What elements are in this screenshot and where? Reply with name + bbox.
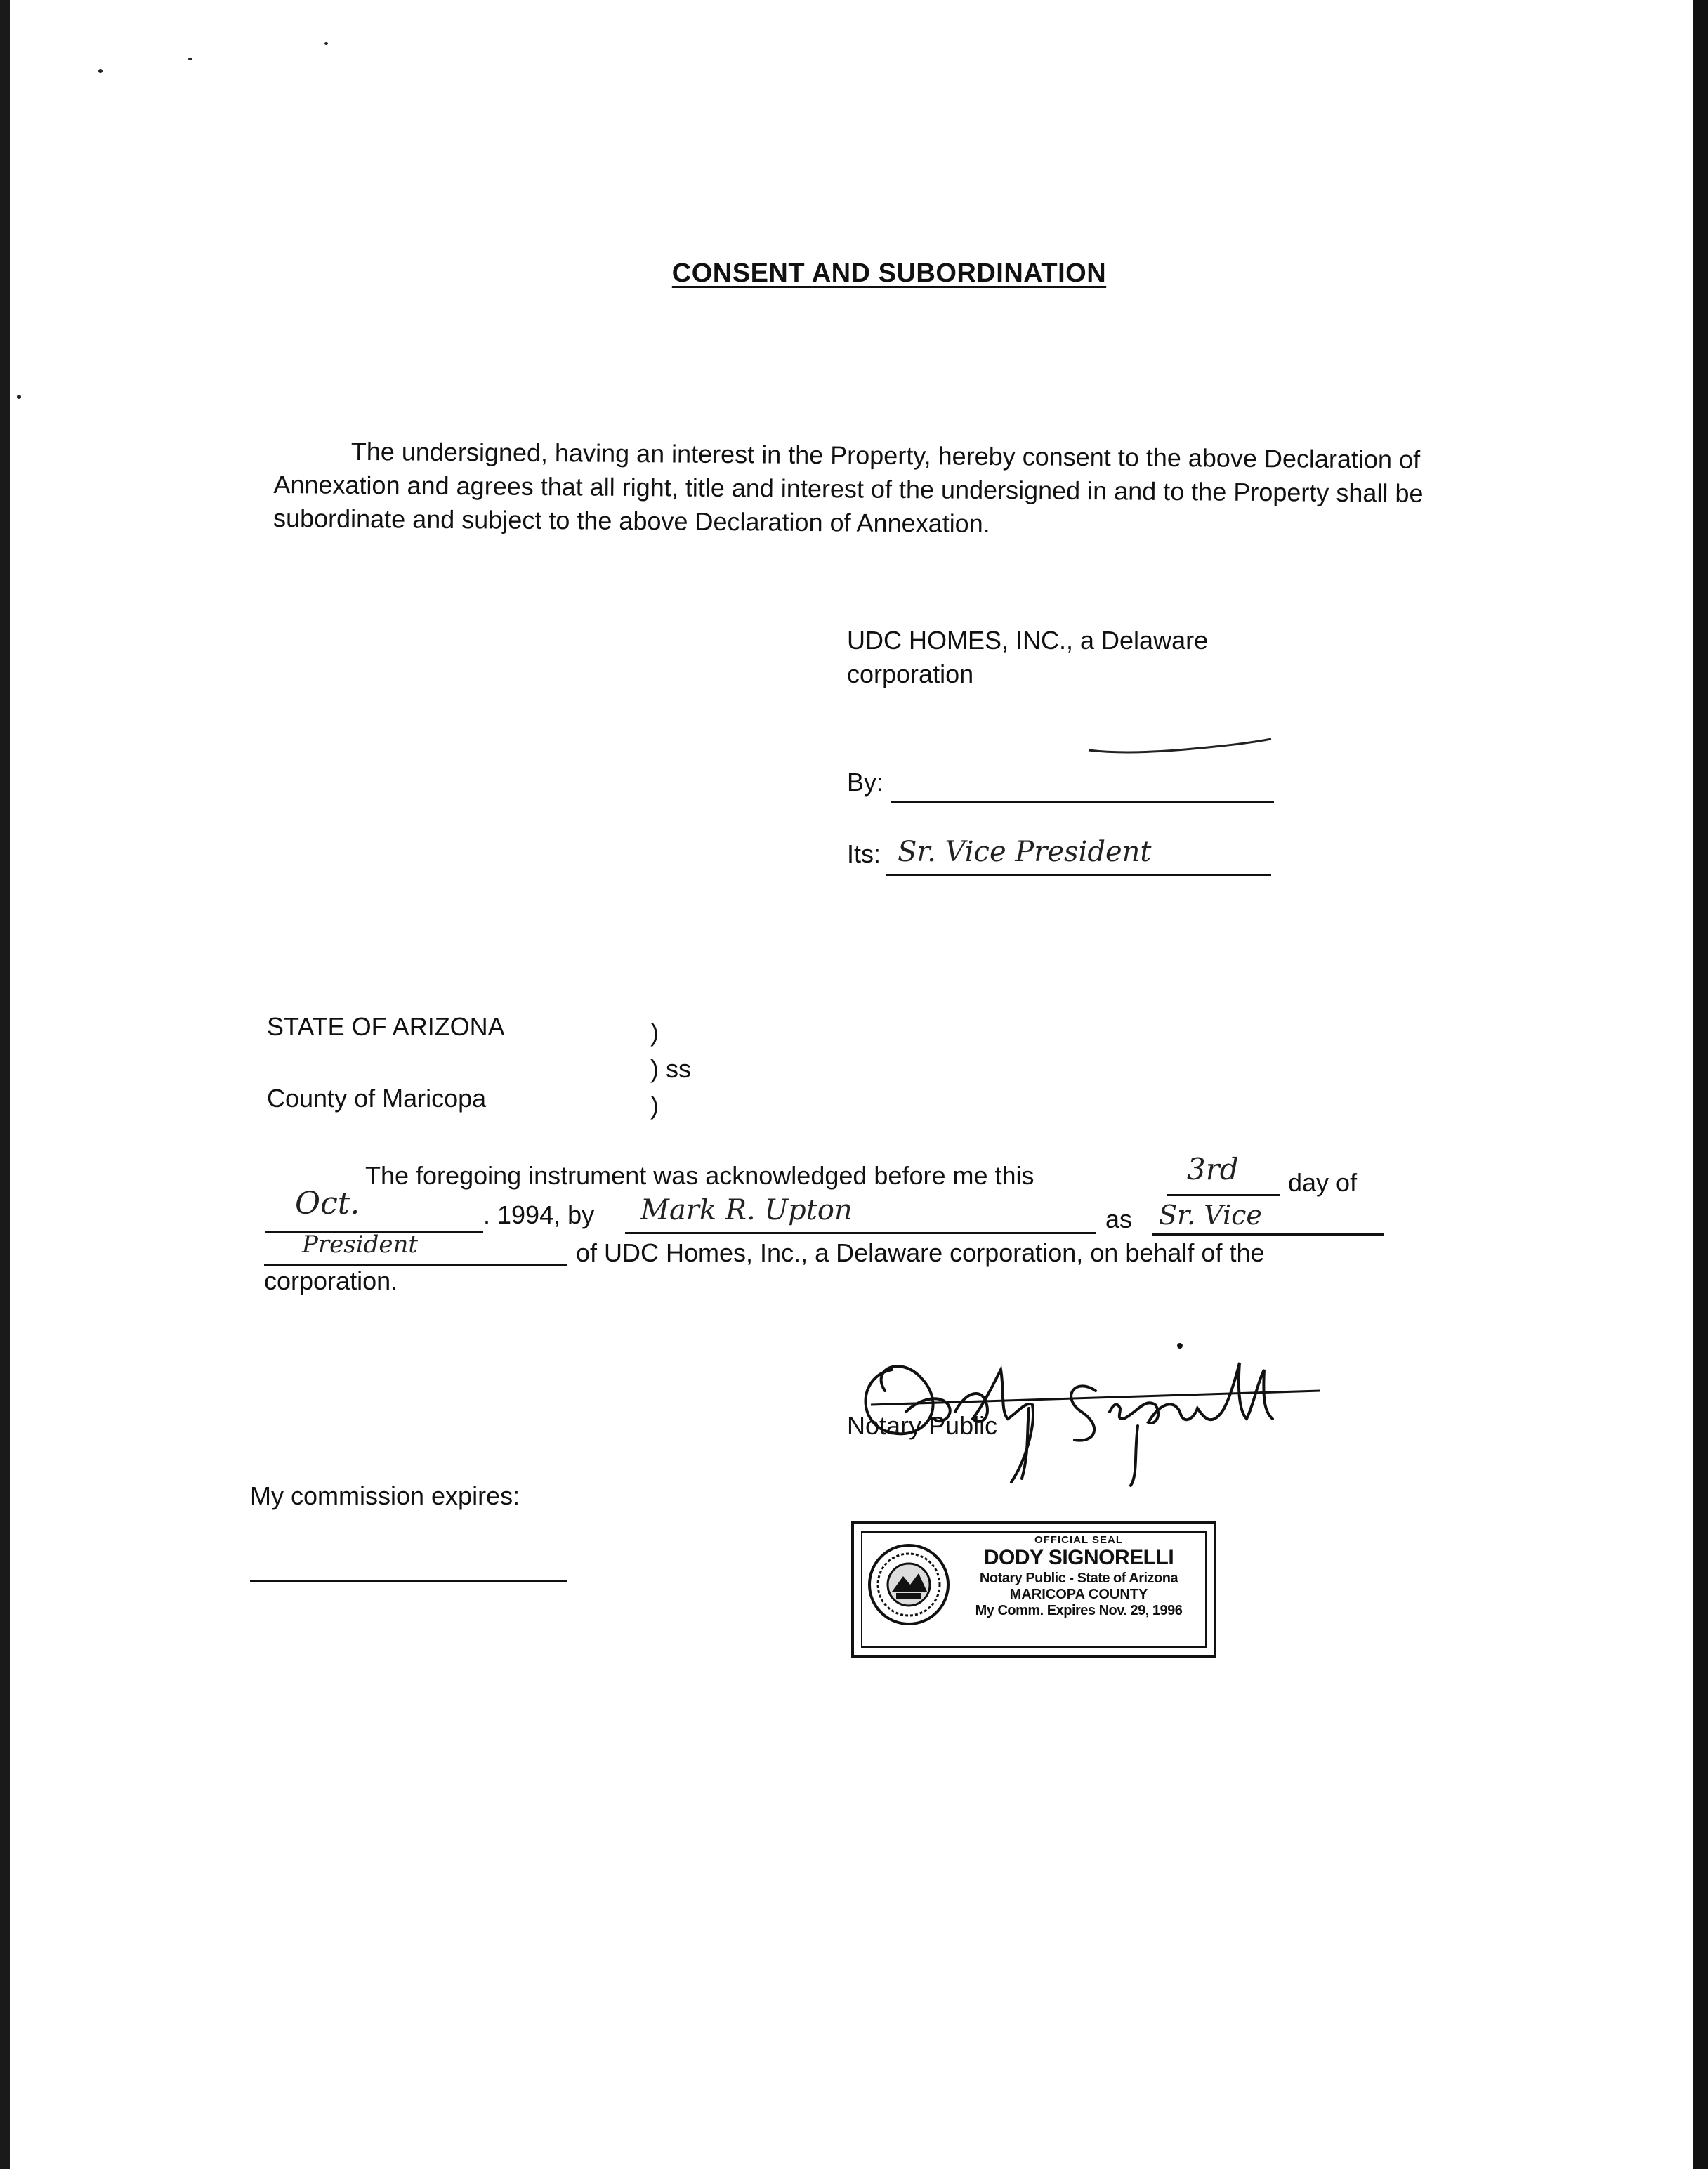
consent-paragraph: The undersigned, having an interest in the Property, hereby consent to the above Declaration of Annexation and agrees that all right, title and interest of the undersigned in and to the Property shall be subordinate and subject to the above Declaration of Annexation. — [272, 436, 1424, 539]
seal-line-official: OFFICIAL SEAL — [1034, 1534, 1124, 1546]
venue-state: STATE OF ARIZONA — [267, 1012, 505, 1041]
venue-paren-3: ) — [650, 1091, 659, 1120]
scan-speck — [17, 395, 21, 399]
its-label: Its: — [847, 839, 881, 868]
document-title: CONSENT AND SUBORDINATION — [671, 258, 1107, 288]
scan-edge-right — [1693, 0, 1708, 2169]
scan-edge-left — [0, 0, 10, 2169]
company-name-line2: corporation — [847, 660, 974, 688]
seal-line-title: Notary Public - State of Arizona — [979, 1570, 1178, 1586]
scan-speck — [188, 58, 192, 60]
seal-line-expiry: My Comm. Expires Nov. 29, 1996 — [975, 1602, 1183, 1618]
venue-paren-1: ) — [650, 1018, 659, 1047]
commission-expires-label: My commission expires: — [250, 1481, 520, 1510]
seal-line-name: DODY SIGNORELLI — [983, 1546, 1174, 1570]
ack-day-value: 3rd — [1187, 1152, 1239, 1186]
ack-year-by: . 1994, by — [483, 1200, 595, 1229]
arizona-state-seal-icon — [867, 1542, 951, 1627]
scan-speck — [98, 69, 103, 73]
ack-line4-text: corporation. — [264, 1266, 398, 1295]
by-label: By: — [847, 768, 884, 797]
venue-county: County of Maricopa — [267, 1084, 487, 1113]
ack-as: as — [1105, 1205, 1133, 1233]
ack-line3-text: of UDC Homes, Inc., a Delaware corporation, on behalf of the — [576, 1238, 1265, 1267]
ack-title-line — [1152, 1233, 1384, 1236]
ack-day-line — [1167, 1194, 1280, 1196]
seal-line-county: MARICOPA COUNTY — [1009, 1586, 1148, 1602]
notary-seal-text — [959, 1534, 1198, 1619]
scan-speck — [324, 42, 328, 45]
commission-expires-line — [250, 1580, 567, 1582]
its-handwritten-value: Sr. Vice President — [898, 836, 1152, 868]
venue-paren-ss: ) ss — [650, 1054, 691, 1083]
notary-signature — [843, 1321, 1320, 1489]
ack-month-value: Oct. — [295, 1186, 360, 1221]
ack-line1-text: The foregoing instrument was acknowledged before me this — [365, 1161, 1034, 1190]
company-name-line1: UDC HOMES, INC., a Delaware — [847, 626, 1209, 655]
ack-title-value-a: Sr. Vice — [1159, 1200, 1262, 1231]
ack-title-value-b: President — [302, 1231, 419, 1259]
its-line — [886, 874, 1271, 876]
by-signature-mark — [1082, 730, 1278, 759]
ack-day-of: day of — [1288, 1168, 1358, 1197]
notary-seal-stamp — [851, 1521, 1216, 1658]
ack-name-line — [625, 1232, 1096, 1234]
notary-public-label: Notary Public — [847, 1411, 998, 1440]
by-signature-line — [891, 801, 1274, 803]
ack-name-value: Mark R. Upton — [640, 1194, 853, 1226]
